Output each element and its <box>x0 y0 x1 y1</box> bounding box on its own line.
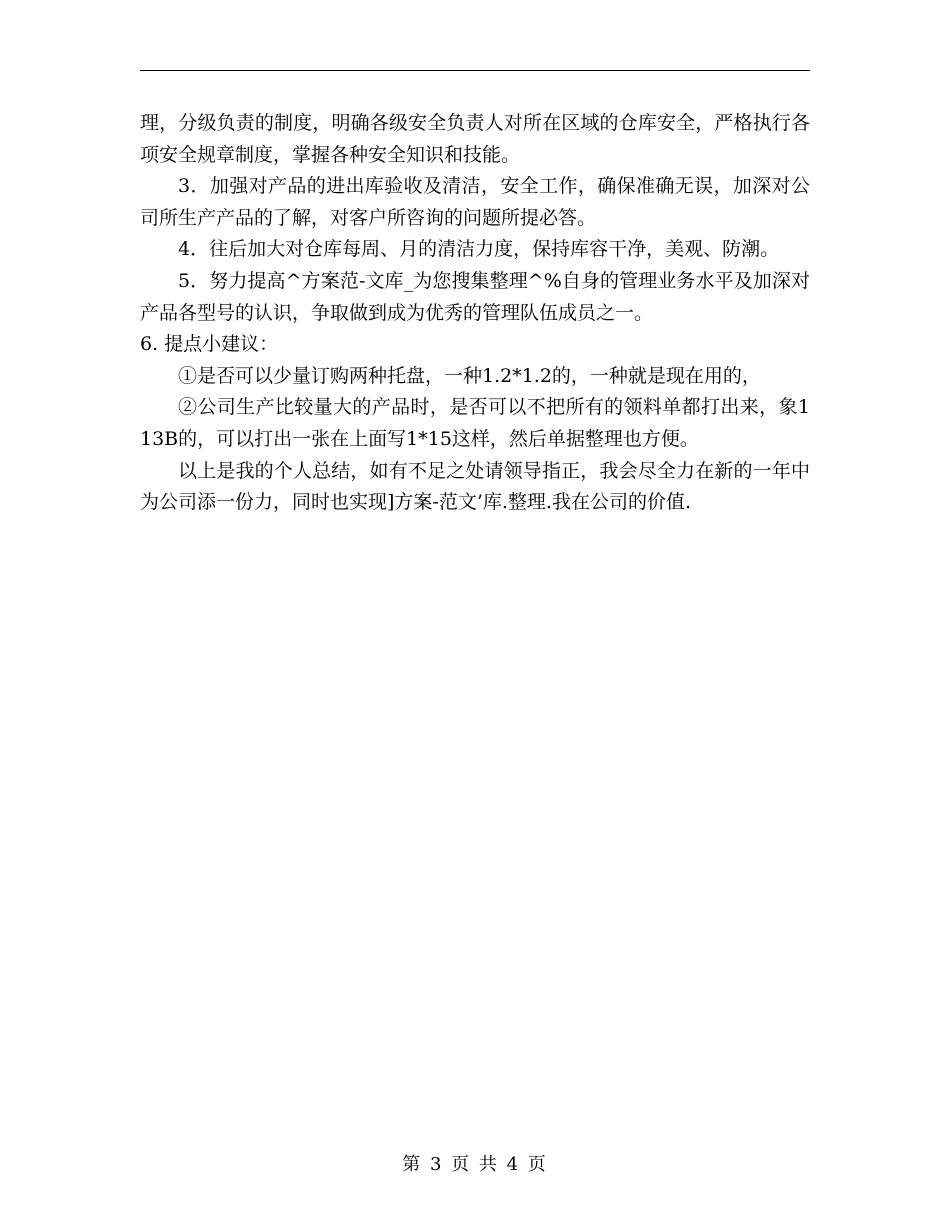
page-number-footer: 第 3 页 共 4 页 <box>402 1154 548 1175</box>
paragraph-continuation: 理，分级负责的制度，明确各级安全负责人对所在区域的仓库安全，严格执行各项安全规章制度，掌握各种安全知识和技能。 <box>140 112 810 166</box>
paragraph-item-3: 3．加强对产品的进出库验收及清洁，安全工作，确保准确无误，加深对公司所生产产品的了解，对客户所咨询的问题所提必答。 <box>140 175 810 229</box>
suggestion-item-1: ①是否可以少量订购两种托盘，一种1.2*1.2的，一种就是现在用的， <box>178 364 761 387</box>
paragraph-item-5: 5．努力提高^方案范-文库_为您搜集整理^%自身的管理业务水平及加深对产品各型号的认识，争取做到成为优秀的管理队伍成员之一。 <box>140 269 810 324</box>
section-heading-suggestions: 6. 提点小建议： <box>140 333 279 356</box>
paragraph-item-4: 4．往后加大对仓库每周、月的清洁力度，保持库容干净，美观、防潮。 <box>178 238 780 261</box>
document-body <box>140 108 810 519</box>
suggestion-item-2: ②公司生产比较量大的产品时，是否可以不把所有的领料单都打出来，象113B的，可以打出一张在上面写1*15这样，然后单据整理也方便。 <box>140 396 810 450</box>
closing-paragraph: 以上是我的个人总结，如有不足之处请领导指正，我会尽全力在新的一年中为公司添一份力，同时也实现]方案-范文’库.整理.我在公司的价值. <box>140 459 810 514</box>
header-rule <box>140 70 810 71</box>
